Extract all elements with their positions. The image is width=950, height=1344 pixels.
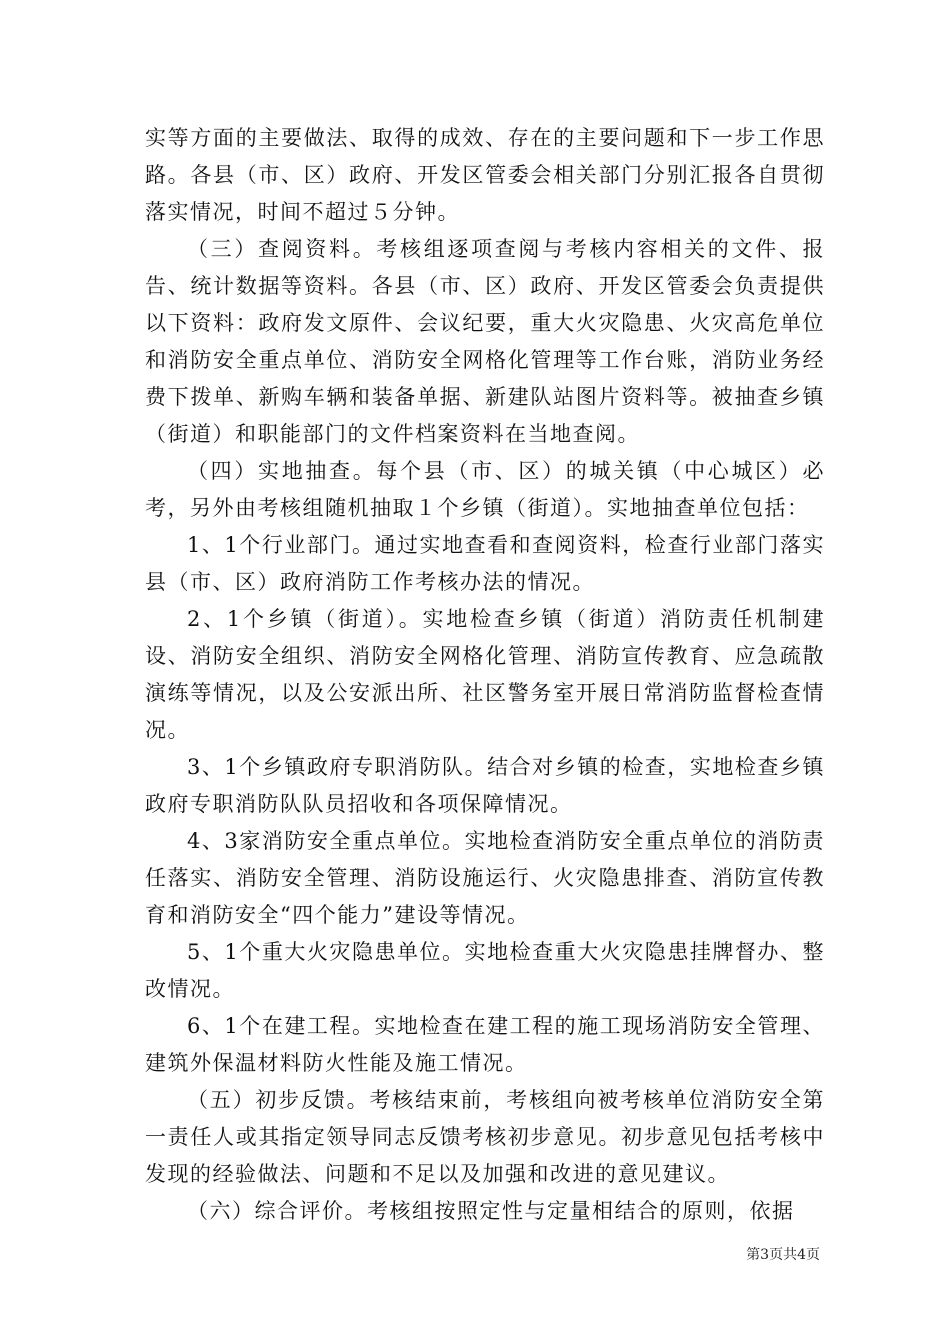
document-body	[145, 120, 825, 1230]
page-number-footer: 第3页共4页	[746, 1247, 820, 1263]
paragraph-section-5: （五）初步反馈。考核结束前，考核组向被考核单位消防安全第一责任人或其指定领导同志反馈考核初步意见。初步意见包括考核中发现的经验做法、问题和不足以及加强和改进的意见建议。	[145, 1088, 825, 1186]
paragraph-item-3: 3、1个乡镇政府专职消防队。结合对乡镇的检查，实地检查乡镇政府专职消防队队员招收和各项保障情况。	[145, 755, 825, 816]
paragraph-section-3: （三）查阅资料。考核组逐项查阅与考核内容相关的文件、报告、统计数据等资料。各县（市、区）政府、开发区管委会负责提供以下资料：政府发文原件、会议纪要，重大火灾隐患、火灾高危单位和消防安全重点单位、消防安全网格化管理等工作台账，消防业务经费下拨单、新购车辆和装备单据、新建队站图片资料等。被抽查乡镇（街道）和职能部门的文件档案资料在当地查阅。	[145, 237, 825, 446]
paragraph-section-6: （六）综合评价。考核组按照定性与定量相结合的原则，依据	[187, 1199, 795, 1223]
paragraph-section-4: （四）实地抽查。每个县（市、区）的城关镇（中心城区）必考，另外由考核组随机抽取１个乡镇（街道）。实地抽查单位包括：	[145, 459, 825, 520]
paragraph-item-6: 6、1个在建工程。实地检查在建工程的施工现场消防安全管理、建筑外保温材料防火性能及施工情况。	[145, 1014, 825, 1075]
paragraph-item-4: 4、3家消防安全重点单位。实地检查消防安全重点单位的消防责任落实、消防安全管理、消防设施运行、火灾隐患排查、消防宣传教育和消防安全“四个能力”建设等情况。	[145, 829, 825, 927]
paragraph-item-2: 2、1个乡镇（街道）。实地检查乡镇（街道）消防责任机制建设、消防安全组织、消防安全网格化管理、消防宣传教育、应急疏散演练等情况，以及公安派出所、社区警务室开展日常消防监督检查情况。	[145, 607, 825, 742]
paragraph-item-5: 5、1个重大火灾隐患单位。实地检查重大火灾隐患挂牌督办、整改情况。	[145, 940, 825, 1001]
paragraph-item-1: 1、1个行业部门。通过实地查看和查阅资料，检查行业部门落实县（市、区）政府消防工作考核办法的情况。	[145, 533, 825, 594]
paragraph-continuation: 实等方面的主要做法、取得的成效、存在的主要问题和下一步工作思路。各县（市、区）政府、开发区管委会相关部门分别汇报各自贯彻落实情况，时间不超过５分钟。	[145, 126, 825, 224]
